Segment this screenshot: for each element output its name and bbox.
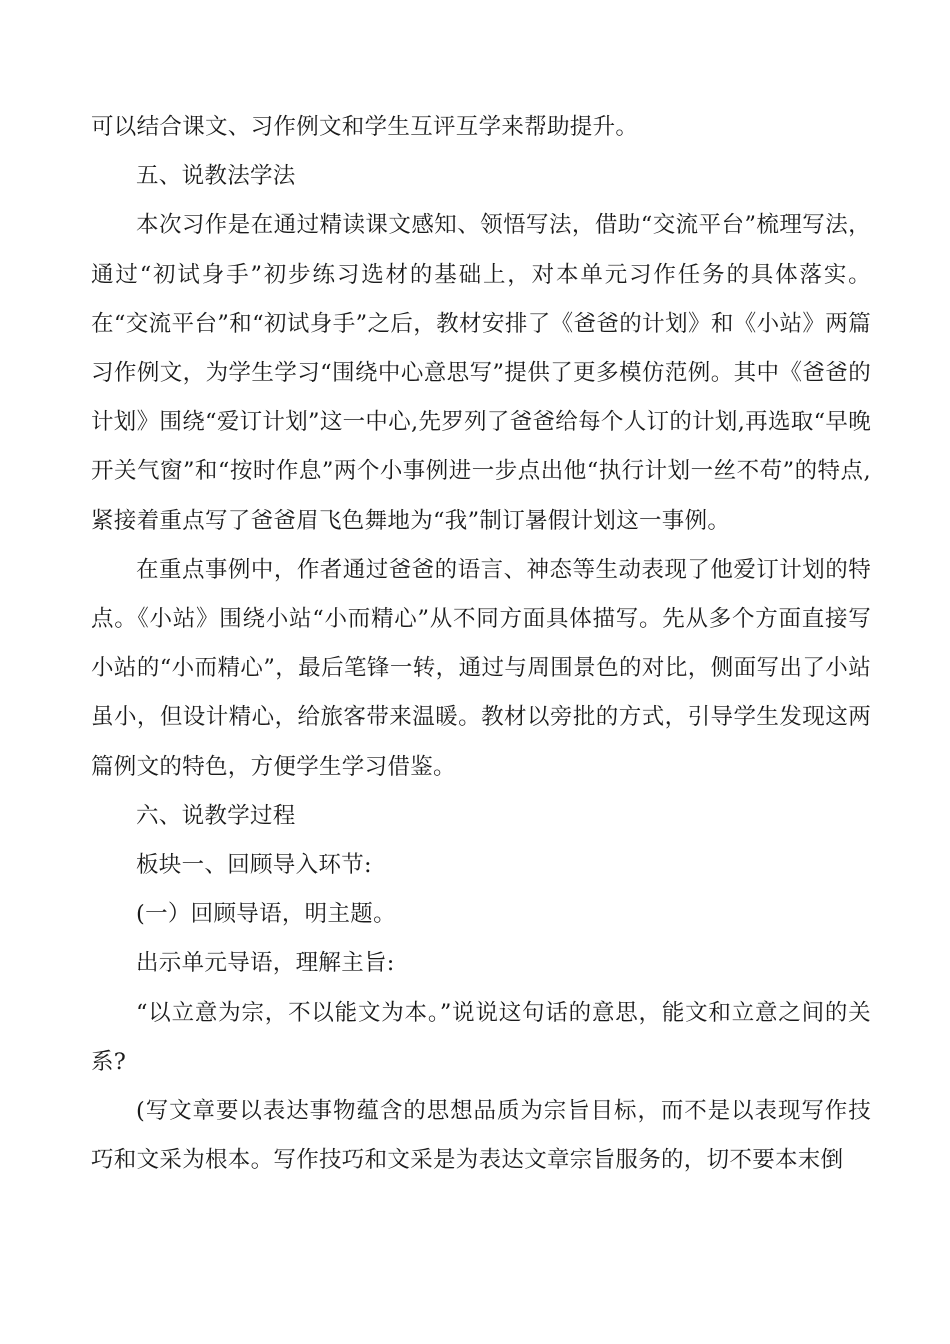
subsection-heading-block-one: 板块一、回顾导入环节: xyxy=(136,852,372,879)
paragraph-methods-body: 本次习作是在通过精读课文感知、领悟写法，借助“交流平台”梳理写法，通过“初试身手”初步练习选材的基础上，对本单元习作任务的具体落实。在“交流平台”和“初试身手”之后，教材安排了《爸爸的计划》和《小站》两篇习作例文，为学生学习“围绕中心意思写”提供了更多模仿范例。其中《爸爸的计划》围绕“爱订计划”这一中心,先罗列了爸爸给每个人订的计划,再选取“早晚开关气窗”和“按时作息”两个小事例进一步点出他“执行计划一丝不苟”的特点,紧接着重点写了爸爸眉飞色舞地为“我”制订暑假计划这一事例。 xyxy=(91,212,871,534)
paragraph-answer: (写文章要以表达事物蕴含的思想品质为宗旨目标，而不是以表现写作技巧和文采为根本。写作技巧和文采是为表达文章宗旨服务的，切不要本末倒 xyxy=(91,1098,871,1174)
paragraph-show-unit-guide: 出示单元导语，理解主旨: xyxy=(136,950,395,977)
body-text xyxy=(91,103,871,1185)
subsection-heading-review: (一）回顾导语，明主题。 xyxy=(136,901,396,928)
paragraph-quote-question: “以立意为宗，不以能文为本。”说说这句话的意思，能文和立意之间的关系? xyxy=(91,999,871,1075)
paragraph-key-example: 在重点事例中，作者通过爸爸的语言、神态等生动表现了他爱订计划的特点。《小站》围绕小站“小而精心”从不同方面具体描写。先从多个方面直接写小站的“小而精心”，最后笔锋一转，通过与周围景色的对比，侧面写出了小站虽小，但设计精心，给旅客带来温暖。教材以旁批的方式，引导学生发现这两篇例文的特色，方便学生学习借鉴。 xyxy=(91,556,871,780)
paragraph-continuation: 可以结合课文、习作例文和学生互评互学来帮助提升。 xyxy=(91,114,639,140)
section-heading-teaching-methods: 五、说教法学法 xyxy=(136,163,296,190)
section-heading-teaching-process: 六、说教学过程 xyxy=(136,802,296,829)
